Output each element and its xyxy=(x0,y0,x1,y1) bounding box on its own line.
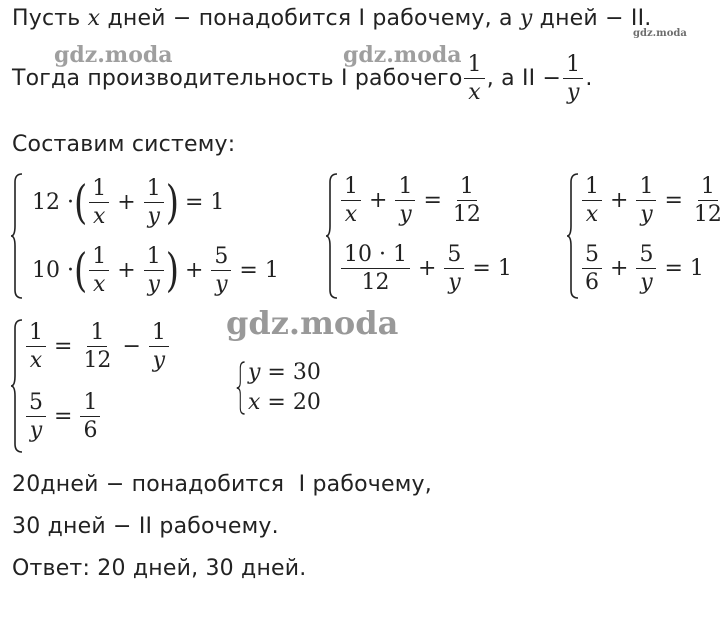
left-brace-icon xyxy=(236,360,246,416)
answer-line: Ответ: 20 дней, 30 дней. xyxy=(12,556,307,581)
system-5-row-1: y = 30 xyxy=(248,360,321,385)
system-3-row-1: $\frac{1}{x}$ + $\frac{1}{y}$ = $\frac{1}{12}$ xyxy=(580,174,723,227)
system-2 xyxy=(325,172,525,300)
result-line-1: 20дней − понадобится I рабочему, xyxy=(12,472,432,497)
var-x: x xyxy=(87,6,101,31)
fraction-1-over-x: $\frac{1}{x}$ xyxy=(464,52,484,105)
left-brace-icon xyxy=(10,172,24,300)
left-brace-icon xyxy=(566,172,580,300)
system-2-row-1: $\frac{1}{x}$ + $\frac{1}{y}$ = $\frac{1}{12}$ xyxy=(339,174,486,227)
system-5-row-2: x = 20 xyxy=(248,390,321,415)
system-3-row-2: $\frac{5}{6}$ + $\frac{5}{y}$ = 1 xyxy=(580,242,710,295)
watermark-4: gdz.moda xyxy=(633,28,687,39)
system-1 xyxy=(10,172,310,300)
system-1-row-1: 12 · ( $\frac{1}{x}$ + $\frac{1}{y}$ ) = 1 xyxy=(32,175,225,230)
system-4 xyxy=(10,318,190,454)
watermark-1: gdz.moda xyxy=(54,42,173,68)
system-2-row-2: $\frac{10 \cdot 1}{12}$ + $\frac{5}{y}$ = 1 xyxy=(339,242,518,295)
fraction-1-over-y: $\frac{1}{y}$ xyxy=(563,52,583,105)
system-4-row-1: $\frac{1}{x}$ = $\frac{1}{12}$ − $\frac{1}{y}$ xyxy=(24,320,171,373)
system-4-row-2: $\frac{5}{y}$ = $\frac{1}{6}$ xyxy=(24,390,102,443)
var-y: y xyxy=(519,6,533,31)
system-1-row-2: 10 · ( $\frac{1}{x}$ + $\frac{1}{y}$ ) + $\frac{5}{y}$ = 1 xyxy=(32,243,279,298)
left-brace-icon xyxy=(325,172,339,300)
statement-line-2: Тогда производительность I рабочего $\frac{1}{x}$ , а II − $\frac{1}{y}$ . xyxy=(12,52,593,105)
system-5 xyxy=(236,360,346,416)
result-line-2: 30 дней − II рабочему. xyxy=(12,514,279,539)
system-heading: Составим систему: xyxy=(12,132,236,157)
statement-line-1: Пусть x дней − понадобится I рабочему, а y дней − II. xyxy=(12,6,652,31)
watermark-3: gdz.moda xyxy=(226,304,399,342)
left-brace-icon xyxy=(10,318,24,454)
system-3 xyxy=(566,172,722,300)
watermark-2: gdz.moda xyxy=(343,42,462,68)
